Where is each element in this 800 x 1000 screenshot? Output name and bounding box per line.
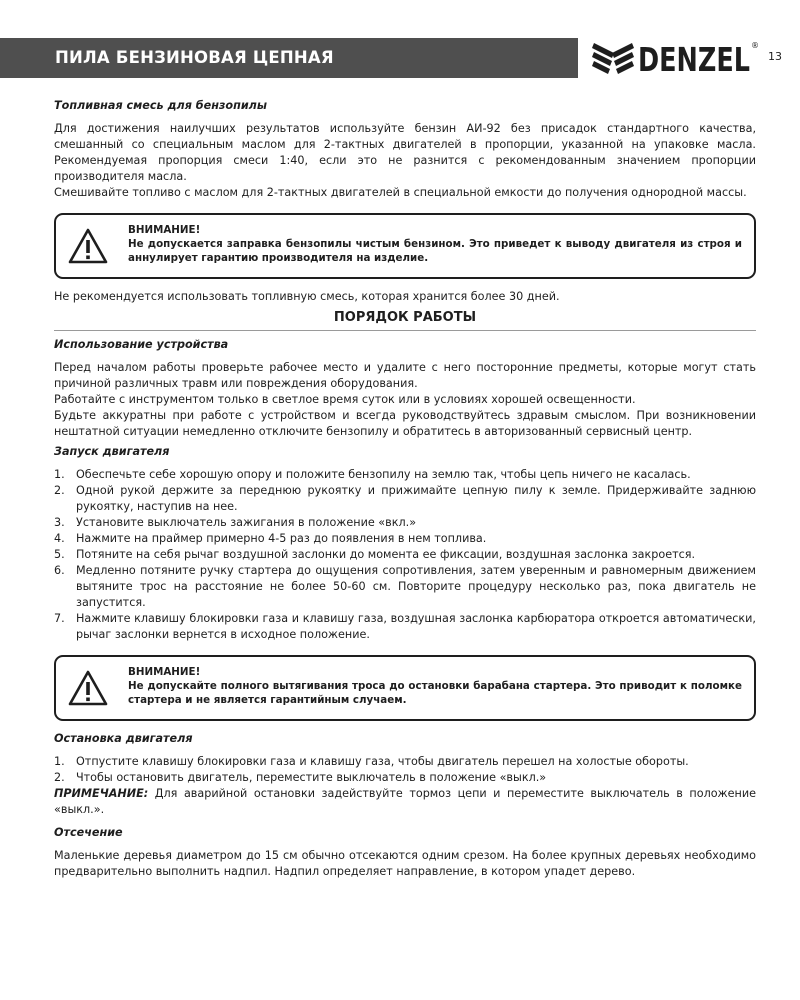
storage-note: Не рекомендуется использовать топливную смесь, которая хранится более 30 дней.	[54, 290, 560, 303]
list-item-number: 2.	[54, 771, 65, 784]
note-label: ПРИМЕЧАНИЕ:	[54, 787, 149, 800]
list-item-number: 3.	[54, 516, 65, 529]
list-item-number: 2.	[54, 484, 65, 497]
header-bar	[0, 38, 578, 78]
list-item-number: 7.	[54, 612, 65, 625]
engine-start-steps	[54, 467, 756, 643]
list-item-number: 1.	[54, 755, 65, 768]
page-number: 13	[768, 50, 782, 63]
list-item-number: 6.	[54, 564, 65, 577]
list-item-text: Отпустите клавишу блокировки газа и клавишу газа, чтобы двигатель перешел на холостые обороты.	[76, 755, 689, 768]
list-item-number: 1.	[54, 468, 65, 481]
warning-title: ВНИМАНИЕ!	[128, 666, 201, 678]
list-item	[54, 754, 756, 770]
brand-name: DENZEL	[638, 40, 750, 75]
page-content	[54, 98, 756, 880]
list-item	[54, 563, 756, 611]
usage-paragraph: Будьте аккуратны при работе с устройством и всегда руководствуйтесь здравым смыслом. При возникновении нештатной ситуации немедленно отключите бензопилу и обратитесь в авторизованный сервисный центр.	[54, 409, 756, 438]
list-item	[54, 467, 756, 483]
list-item-text: Потяните на себя рычаг воздушной заслонки до момента ее фиксации, воздушная заслонка закроется.	[76, 548, 696, 561]
engine-stop-heading: Остановка двигателя	[54, 732, 193, 745]
note-text: Для аварийной остановки задействуйте тормоз цепи и переместите выключатель в положение «выкл.».	[54, 787, 756, 816]
usage-heading: Использование устройства	[54, 338, 229, 351]
usage-paragraph: Перед началом работы проверьте рабочее место и удалите с него посторонние предметы, которые могут стать причиной различных травм или повреждения оборудования.	[54, 361, 756, 390]
usage-paragraph: Работайте с инструментом только в светлое время суток или в условиях хорошей освещенности.	[54, 393, 636, 406]
warning-triangle-icon	[68, 670, 108, 706]
list-item-text: Обеспечьте себе хорошую опору и положите бензопилу на землю так, чтобы цепь ничего не касалась.	[76, 468, 691, 481]
list-item-number: 4.	[54, 532, 65, 545]
list-item	[54, 515, 756, 531]
list-item	[54, 611, 756, 643]
list-item-text: Одной рукой держите за переднюю рукоятку и прижимайте цепную пилу к земле. Придерживайте заднюю рукоятку, наступив на нее.	[76, 484, 756, 513]
list-item	[54, 531, 756, 547]
registered-mark: ®	[751, 41, 759, 50]
header-title: ПИЛА БЕНЗИНОВАЯ ЦЕПНАЯ	[55, 48, 334, 67]
fuel-mix-paragraph: Смешивайте топливо с маслом для 2-тактных двигателей в специальной емкости до получения однородной массы.	[54, 186, 747, 199]
warning-title: ВНИМАНИЕ!	[128, 224, 201, 236]
engine-stop-steps	[54, 754, 756, 786]
warning-message: Не допускайте полного вытягивания троса до остановки барабана стартера. Это приводит к поломке стартера и не является гарантийным случаем.	[128, 680, 742, 706]
fuel-mix-heading: Топливная смесь для бензопилы	[54, 99, 267, 112]
list-item	[54, 770, 756, 786]
fuel-mix-paragraph: Для достижения наилучших результатов используйте бензин АИ-92 без присадок стандартного качества, смешанный со специальным маслом для 2-тактных двигателей в пропорции, указанной на упаковке масла. Рекомендуемая пропорция смеси 1:40, если это не разнится с рекомендованным значением пропорции производителя масла.	[54, 122, 756, 183]
list-item-text: Установите выключатель зажигания в положение «вкл.»	[76, 516, 417, 529]
page-header	[0, 38, 800, 78]
denzel-logo	[592, 39, 762, 75]
warning-message: Не допускается заправка бензопилы чистым бензином. Это приведет к выводу двигателя из строя и аннулирует гарантию производителя на изделие.	[128, 238, 742, 264]
section-title: ПОРЯДОК РАБОТЫ	[54, 309, 756, 331]
list-item-text: Нажмите на праймер примерно 4-5 раз до появления в нем топлива.	[76, 532, 487, 545]
list-item-text: Чтобы остановить двигатель, переместите выключатель в положение «выкл.»	[76, 771, 547, 784]
note-paragraph	[54, 786, 756, 818]
warning-triangle-icon	[68, 228, 108, 264]
list-item	[54, 483, 756, 515]
list-item-text: Нажмите клавишу блокировки газа и клавишу газа, воздушная заслонка карбюратора откроется автоматически, рычаг заслонки вернется в исходное положение.	[76, 612, 756, 641]
engine-start-heading: Запуск двигателя	[54, 445, 170, 458]
cutting-heading: Отсечение	[54, 826, 123, 839]
warning-text	[128, 223, 742, 265]
warning-box	[54, 655, 756, 721]
warning-box	[54, 213, 756, 279]
list-item	[54, 547, 756, 563]
cutting-paragraph: Маленькие деревья диаметром до 15 см обычно отсекаются одним срезом. На более крупных деревьях необходимо предварительно выполнить надпил. Надпил определяет направление, в котором упадет дерево.	[54, 849, 756, 878]
list-item-text: Медленно потяните ручку стартера до ощущения сопротивления, затем уверенным и равномерным движением вытяните трос на расстояние не более 50-60 см. Повторите процедуру несколько раз, пока двигатель не запустится.	[76, 564, 756, 609]
warning-text	[128, 665, 742, 707]
list-item-number: 5.	[54, 548, 65, 561]
